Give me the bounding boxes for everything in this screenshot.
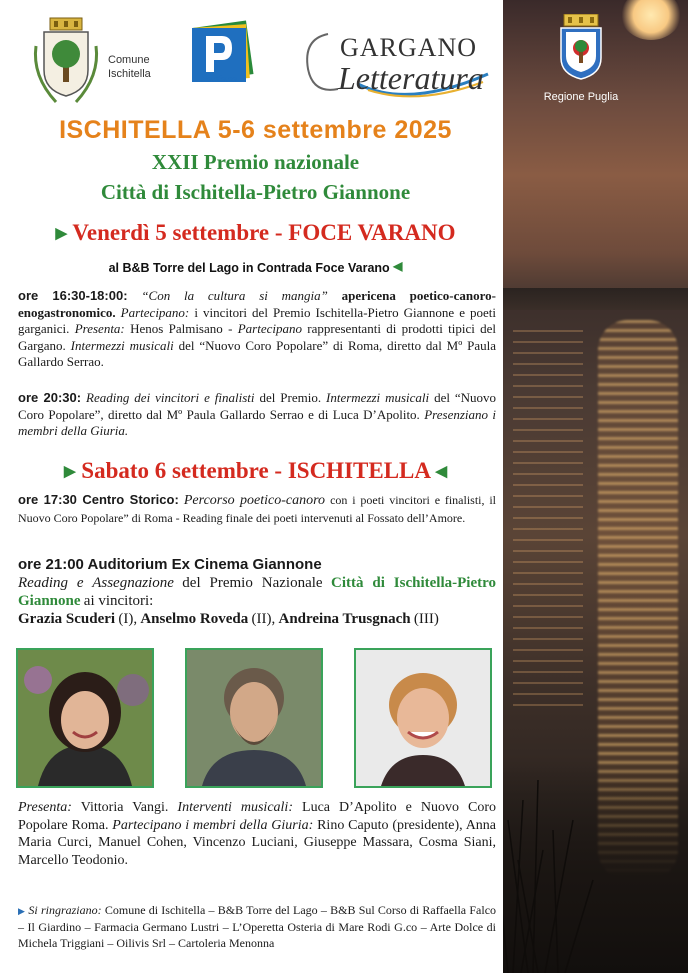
event-title: ISCHITELLA 5-6 settembre 2025 [59, 116, 452, 144]
letteratura-word: Letteratura [338, 60, 484, 96]
winner-3-rank: (III) [413, 611, 439, 627]
periferie-logo [188, 18, 258, 90]
day1-event1 [18, 288, 496, 371]
event1-quote: “Con la cultura si mangia” [141, 288, 328, 303]
day2-event1 [18, 492, 496, 526]
day2-heading [18, 458, 493, 484]
winner-3-name: Andreina Trusgnach [278, 611, 411, 627]
triangle-left-icon: ◀ [393, 259, 403, 273]
gargano-word: GARGANO [340, 33, 477, 62]
bullet-triangle-icon: ▶ [18, 906, 26, 916]
event2-giuria: Presenziano i membri della Giuria. [18, 406, 497, 438]
event1-intermezzi-label: Intermezzi musicali [70, 337, 174, 353]
winner-2-rank: (II), [251, 611, 276, 627]
day1-event2 [18, 390, 496, 440]
day2-event2-time: ore 21:00 Auditorium Ex Cinema Giannone [18, 556, 322, 573]
winner-1-name: Grazia Scuderi [18, 611, 116, 627]
thanks-label: Si ringraziano: [28, 903, 102, 917]
winner-1-rank: (I), [118, 611, 138, 627]
comune-ischitella-crest [30, 16, 102, 106]
closing-interventi-text: Luca D’Apolito e Nuovo Coro Popolare Roma. [18, 800, 497, 833]
day2-event2-text-end: ai vincitori: [83, 593, 154, 609]
triangle-right-icon: ▶ [55, 226, 68, 242]
winner-1-photo [16, 648, 154, 788]
comune-ischitella-label [108, 53, 178, 81]
sun-glow [621, 0, 681, 40]
event1-intermezzi-text: del “Nuovo Coro Popolare” di Roma, diretto dal Mº Paula Gallardo Serrao. [18, 337, 497, 369]
gargano-letteratura-logo [298, 14, 493, 110]
event2-intermezzi-label: Intermezzi musicali [326, 390, 430, 405]
event1-partecipano2-label: Partecipano [237, 321, 302, 336]
event1-bold: apericena poetico-canoro-enogastronomico. [18, 288, 497, 320]
day2-event1-time: ore 17:30 Centro Storico: [18, 492, 179, 507]
sunset-lake-photo [503, 0, 688, 973]
day2-event1-title: Percorso poetico-canoro [183, 493, 326, 508]
day2-heading-text: Sabato 6 settembre - ISCHITELLA [81, 458, 430, 483]
day2-event2-premio: Città di Ischitella-Pietro Giannone [18, 575, 496, 609]
closing-giuria-label: Partecipano i membri della Giuria: [112, 817, 314, 833]
closing-giuria-text: Rino Caputo (presidente), Anna Maria Curci, Manuel Cohen, Vincenzo Luciani, Giuseppe Massara, Cosma Siani, Marcello Teodonio. [18, 817, 497, 868]
crest-icon [30, 16, 102, 106]
thanks-text: Comune di Ischitella – B&B Torre del Lago – B&B Sul Corso di Raffaella Falco – Il Giardino – Farmacia Germano Lustri – L’Operetta Osteria di Mare Rodi G.co – Arte Dolce di Michela Triggiani – Oilivis Srl – Cartoleria Menonna [18, 903, 497, 950]
closing-presenta-label: Presenta: [18, 800, 72, 815]
closing-interventi-label: Interventi musicali: [177, 800, 293, 815]
triangle-left-icon: ◀ [435, 464, 448, 480]
event2-reading: Reading dei vincitori e finalisti [86, 390, 255, 405]
event2-intermezzi-text: del “Nuovo Coro Popolare”, diretto dal Mº Paula Gallardo Serrao e di Luca D’Apolito. [18, 390, 497, 422]
event1-presenta-label: Presenta: [74, 321, 125, 336]
subtitle-premio: XXII Premio nazionale [151, 150, 360, 174]
comune-label-line1: Comune [108, 54, 150, 66]
event2-time: ore 20:30: [18, 390, 82, 405]
day2-event1-text: con i poeti vincitori e finalisti, il Nuovo Coro Popolare” di Roma - Reading finale dei poeti intervenuti al Fossato dell’Amore. [18, 493, 497, 525]
triangle-right-icon: ▶ [63, 464, 76, 480]
day1-venue [18, 259, 493, 275]
event1-partecipano-text: i vincitori del Premio Ischitella-Pietro Giannone e poeti garganici. [18, 304, 497, 336]
day1-heading [18, 220, 493, 246]
event2-reading-tail: del Premio. [259, 390, 322, 405]
winner-3-photo [354, 648, 492, 788]
water-reflection-left [513, 330, 583, 710]
closing-paragraph [18, 799, 496, 869]
subtitle-citta: Città di Ischitella-Pietro Giannone [100, 180, 411, 204]
event1-partecipano2-text: rappresentanti di prodotti tipici del Gargano. [18, 321, 497, 353]
periferie-text: Periferie [200, 74, 238, 84]
comune-label-line2: Ischitella [108, 68, 151, 80]
day2-event2-reading: Reading e Assegnazione [18, 575, 174, 591]
regione-puglia-label: Regione Puglia [543, 91, 619, 103]
day2-event2-text-mid: del Premio Nazionale [182, 575, 323, 591]
closing-presenta-name: Vittoria Vangi. [80, 800, 169, 815]
reeds-silhouette [503, 760, 688, 973]
day2-event2 [18, 556, 496, 628]
periferie-icon [188, 18, 258, 90]
day1-heading-text: Venerdì 5 settembre - FOCE VARANO [72, 220, 456, 245]
day1-venue-text: al B&B Torre del Lago in Contrada Foce Varano [108, 261, 390, 275]
thanks-section [18, 902, 496, 951]
event1-time: ore 16:30-18:00: [18, 288, 128, 303]
far-shore [503, 288, 688, 310]
event1-partecipano-label: Partecipano: [120, 304, 190, 320]
winner-2-photo [185, 648, 323, 788]
puglia-crest-icon [558, 14, 604, 80]
regione-puglia-logo [536, 14, 626, 114]
winner-2-name: Anselmo Roveda [140, 611, 249, 627]
event1-presenta-text: Henos Palmisano - [130, 321, 233, 336]
